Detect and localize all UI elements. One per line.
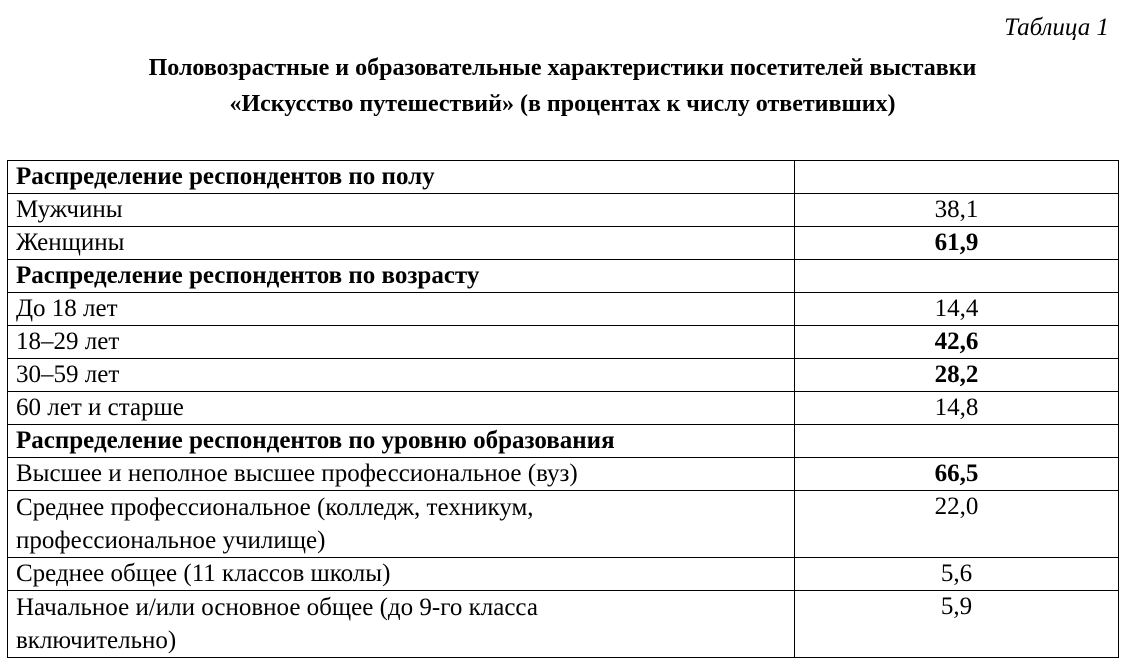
table-number-label: Таблица 1 (1004, 14, 1109, 41)
table-row (8, 293, 1119, 326)
row-value: 66,5 (795, 458, 1119, 491)
section-header-row (8, 425, 1119, 458)
section-header-row (8, 260, 1119, 293)
row-label: Высшее и неполное высшее профессиональное (вуз) (8, 458, 795, 491)
section-value-empty (795, 260, 1119, 293)
row-label: Мужчины (8, 194, 795, 227)
section-heading: Распределение респондентов по полу (8, 161, 795, 194)
table-title-line-2: «Искусство путешествий» (в процентах к числу ответивших) (229, 91, 896, 117)
table-row (8, 491, 1119, 558)
row-label-line-1: Начальное и/или основное общее (до 9-го класса (16, 594, 538, 621)
row-label-line-2: профессиональное училище) (16, 527, 326, 554)
table-row (8, 392, 1119, 425)
row-label-line-2: включительно) (16, 627, 177, 654)
row-label: 30–59 лет (8, 359, 795, 392)
section-value-empty (795, 161, 1119, 194)
row-label: До 18 лет (8, 293, 795, 326)
section-header-row (8, 161, 1119, 194)
statistics-table (7, 160, 1119, 658)
row-value: 28,2 (795, 359, 1119, 392)
table-row (8, 591, 1119, 658)
row-value: 5,6 (795, 558, 1119, 591)
table-row (8, 458, 1119, 491)
table-row (8, 558, 1119, 591)
row-label-line-1: Среднее профессиональное (колледж, техникум, (16, 494, 534, 521)
table-row (8, 326, 1119, 359)
table-row (8, 227, 1119, 260)
row-label: Женщины (8, 227, 795, 260)
row-value: 42,6 (795, 326, 1119, 359)
row-value: 14,8 (795, 392, 1119, 425)
table-row (8, 359, 1119, 392)
row-label (8, 491, 795, 558)
row-value: 14,4 (795, 293, 1119, 326)
row-label (8, 591, 795, 658)
row-value: 38,1 (795, 194, 1119, 227)
row-label: 60 лет и старше (8, 392, 795, 425)
row-label: 18–29 лет (8, 326, 795, 359)
row-value: 22,0 (795, 491, 1119, 558)
table-title-line-1: Половозрастные и образовательные характеристики посетителей выставки (148, 55, 977, 81)
section-heading: Распределение респондентов по возрасту (8, 260, 795, 293)
row-value: 61,9 (795, 227, 1119, 260)
table-title (0, 50, 1125, 122)
row-value: 5,9 (795, 591, 1119, 658)
table-row (8, 194, 1119, 227)
section-heading: Распределение респондентов по уровню образования (8, 425, 795, 458)
section-value-empty (795, 425, 1119, 458)
row-label: Среднее общее (11 классов школы) (8, 558, 795, 591)
